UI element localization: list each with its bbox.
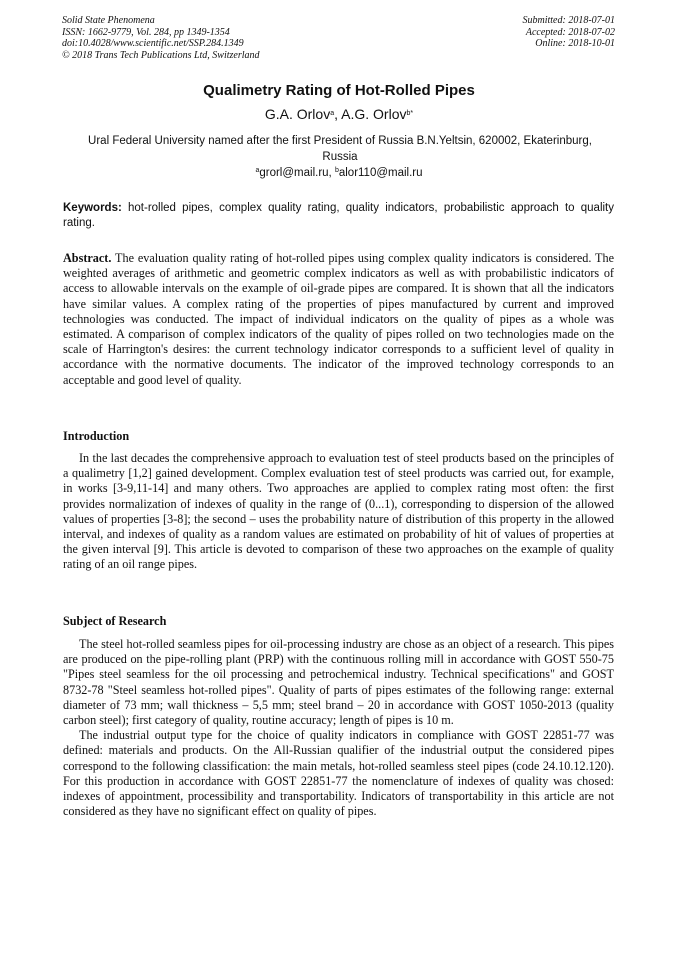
journal-info [62, 15, 260, 61]
keywords-label: Keywords: [63, 202, 122, 214]
date-accepted: Accepted: 2018-07-02 [525, 26, 615, 38]
email-1-mark: a [255, 167, 260, 174]
section-heading-subject: Subject of Research [63, 614, 167, 628]
subject-paragraph-1: The steel hot-rolled seamless pipes for oil-processing industry are chose as an object of a research. This pipes are produced on the pipe-rolling plant (PRP) with the continuous rolling mill in accordance with GOST 550-75 "Pipes steel seamless for the oil processing and petrochemical industry. Technical specifications" and GOST 8732-78 "Steel seamless hot-rolled pipes". Quality of parts of pipes estimates of the following range: external diameter of 73 mm; wall thickness – 5,5 mm; steel brand – 20 in accordance with GOST 1050-2013 (quality carbon steel); first category of quality, routine accuracy; length of pipes is 10 m. [63, 637, 614, 728]
email-1[interactable]: grorl@mail.ru [259, 167, 329, 179]
keywords [63, 201, 614, 231]
author-2-affil-mark: b* [406, 110, 414, 117]
author-2: A.G. Orlov [341, 106, 407, 122]
subject-body [63, 637, 614, 819]
affiliation: Ural Federal University named after the first President of Russia B.N.Yeltsin, 620002, Ekaterinburg, Russia [88, 135, 592, 163]
date-online: Online: 2018-10-01 [535, 38, 615, 50]
email-2-mark: b [334, 167, 339, 174]
date-submitted: Submitted: 2018-07-01 [522, 15, 615, 26]
publication-dates [523, 15, 616, 50]
authors [0, 106, 678, 122]
journal-issn: ISSN: 1662-9779, Vol. 284, pp 1349-1354 [62, 26, 230, 38]
author-1: G.A. Orlov [264, 106, 331, 122]
introduction-body [63, 451, 614, 573]
abstract-text: The evaluation quality rating of hot-rolled pipes using complex quality indicators is considered. The weighted averages of arithmetic and geometric complex indicators as well as with probabilistic indicators of access to allowable intervals on the example of oil-grade pipes are compared. It is shown that all the indicators have similar values. A complex rating of the properties of pipes manufactured by current and improved technologies was conducted. The impact of individual indicators on the quality of pipes as a whole was estimated. A comparison of complex indicators of the quality of pipes rolled on two technologies made on the scale of Harrington's desires: the current technology indicator corresponds to a sufficient level of quality in accordance with the normative documents. The indicator of the improved technology corresponds to an acceptable and good level of quality. [63, 251, 614, 387]
author-1-affil-mark: a [330, 110, 335, 117]
journal-name: Solid State Phenomena [62, 15, 155, 26]
section-heading-introduction: Introduction [63, 429, 130, 443]
paper-title: Qualimetry Rating of Hot-Rolled Pipes [203, 82, 475, 99]
introduction-paragraph: In the last decades the comprehensive approach to evaluation test of steel products based on the principles of a qualimetry [1,2] gained development. Complex evaluation test of steel products was carried out, for example, in works [3-9,11-14] and many others. Two approaches are applied to complex rating most often: the first provides normalization of indexes of quality in the range of (0...1), corresponding to dispersion of the allowed values of properties [3-8]; the second – uses the probability nature of distribution of this property in the allowed interval, and indexes of quality as a random values are estimated on probability of hit of values of properties at the given interval [9]. This article is devoted to comparison of these two approaches on the example of quality rating of an oil range pipes. [63, 451, 614, 572]
author-emails [0, 167, 678, 179]
journal-doi: doi:10.4028/www.scientific.net/SSP.284.1349 [62, 38, 244, 50]
subject-paragraph-2: The industrial output type for the choice of quality indicators in compliance with GOST 22851-77 was defined: materials and products. On the All-Russian qualifier of the industrial output the considered pipes correspond to the following classification: the main metals, hot-rolled seamless steel pipes (code 24.10.12.120). For this production in accordance with GOST 22851-77 the nomenclature of indexes of quality was chosed: indexes of appointment, processibility and transportability. Indicators of transportability in this article are not considered as they have no significant effect on quality of pipes. [63, 728, 614, 819]
abstract-label: Abstract. [63, 251, 112, 265]
email-2[interactable]: alor110@mail.ru [338, 167, 423, 179]
keywords-text: hot-rolled pipes, complex quality rating, quality indicators, probabilistic approach to quality rating. [63, 202, 614, 229]
author-separator: , [334, 106, 342, 122]
email-separator: , [328, 167, 335, 179]
abstract [63, 251, 614, 388]
journal-copyright: © 2018 Trans Tech Publications Ltd, Switzerland [62, 49, 260, 61]
